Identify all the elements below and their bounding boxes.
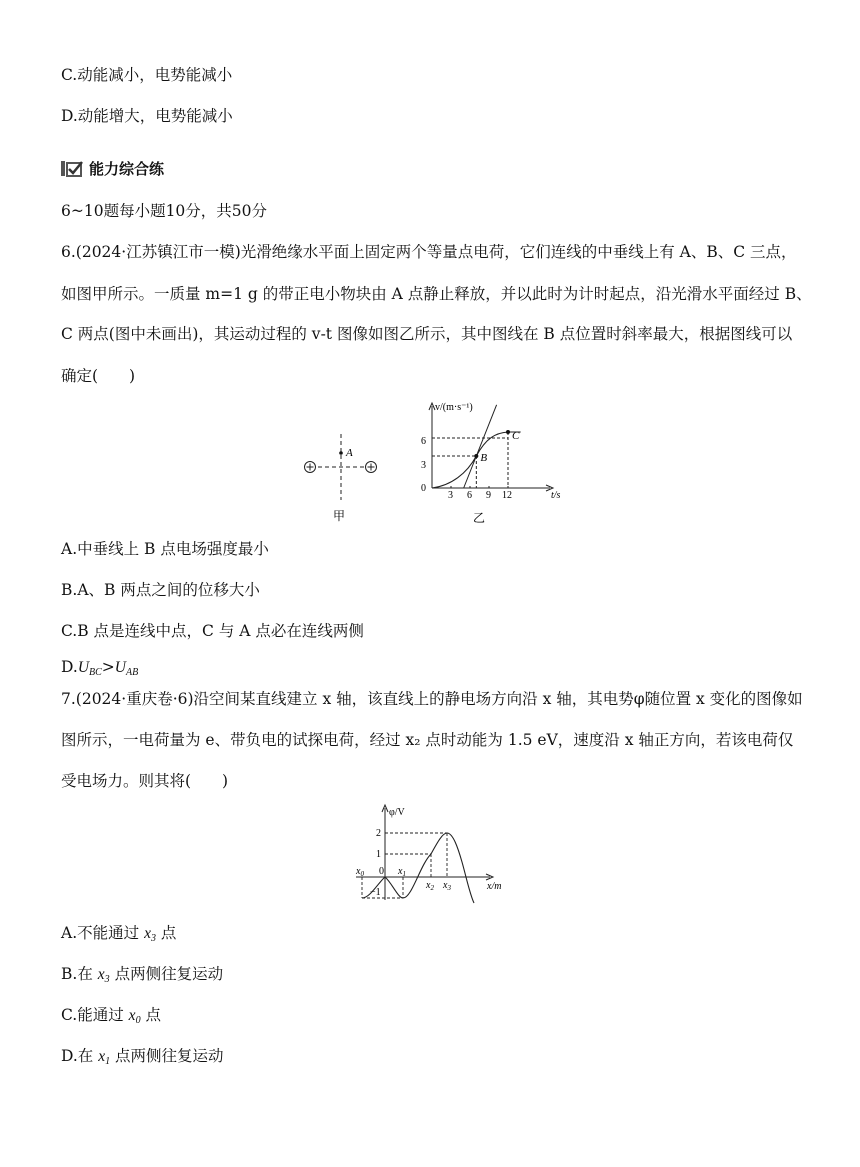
point-b-label: B xyxy=(480,452,488,464)
checkmark-icon xyxy=(61,159,83,177)
y-axis-label: v/(m·s⁻¹) xyxy=(435,402,473,413)
phi-axis-label: φ/V xyxy=(389,807,405,818)
q7-option-d: D.在 $x_1$ 点两侧往复运动 xyxy=(61,1047,224,1067)
figure-phi-x-graph xyxy=(350,800,520,905)
q6-option-a: A.中垂线上 B 点电场强度最小 xyxy=(61,540,269,558)
figure-jia-caption: 甲 xyxy=(333,509,346,523)
q6-line-2: 如图甲所示。一质量 m=1 g 的带正电小物块由 A 点静止释放，并以此时为计时起点，沿光滑水平面经过 B、 xyxy=(61,285,812,303)
x-tick-label: 6 xyxy=(467,490,472,501)
score-line: 6~10题每小题10分，共50分 xyxy=(61,202,268,220)
point-a-label: A xyxy=(346,447,353,459)
x-axis-label: t/s xyxy=(551,490,561,501)
y-tick-label: 6 xyxy=(421,436,426,447)
x0-label: $x_0$ xyxy=(356,866,364,878)
vt-curve xyxy=(432,432,521,488)
q6-line-4: 确定( ) xyxy=(61,367,136,385)
option-c-prev: C.动能减小，电势能减小 xyxy=(61,66,233,84)
q7-line-3: 受电场力。则其将( ) xyxy=(61,772,229,790)
x2-label: $x_2$ xyxy=(426,880,434,892)
q6-option-b: B.A、B 两点之间的位移大小 xyxy=(61,581,260,599)
x-axis-label: x/m xyxy=(487,881,502,892)
figure-jia xyxy=(298,430,388,525)
point-a xyxy=(339,451,343,455)
origin-label: 0 xyxy=(379,866,384,877)
positive-charge-right xyxy=(366,462,377,473)
phi-tick-2: 2 xyxy=(376,828,381,839)
q6-option-d: $D.U_{BC}>U_{AB}$ xyxy=(61,658,139,678)
q7-option-a: A.不能通过 $x_3$ 点 xyxy=(61,924,177,944)
x3-label: $x_3$ xyxy=(443,880,451,892)
point-c-label: C xyxy=(512,430,520,442)
phi-tick-minus-1: −1 xyxy=(370,887,381,898)
y-tick-label: 3 xyxy=(421,460,426,471)
q6-line-3: C 两点(图中未画出)，其运动过程的 v-t 图像如图乙所示，其中图线在 B 点位置时斜率最大，根据图线可以 xyxy=(61,325,793,343)
section-title: 能力综合练 xyxy=(89,159,165,178)
x-tick-label: 9 xyxy=(486,490,491,501)
q7-line-2: 图所示，一电荷量为 e、带负电的试探电荷，经过 x₂ 点时动能为 1.5 eV，速度沿 x 轴正方向，若该电荷仅 xyxy=(61,731,794,749)
x1-label: $x_1$ xyxy=(398,866,406,878)
x-tick-label: 3 xyxy=(448,490,453,501)
q7-option-c: C.能通过 $x_0$ 点 xyxy=(61,1006,161,1026)
point-b xyxy=(474,454,478,458)
section-header xyxy=(61,156,164,180)
x-tick-label: 12 xyxy=(502,490,512,501)
q6-line-1: 6.(2024·江苏镇江市一模)光滑绝缘水平面上固定两个等量点电荷，它们连线的中垂线上有 A、B、C 三点， xyxy=(61,243,797,261)
phi-tick-1: 1 xyxy=(376,849,381,860)
q6-option-c: C.B 点是连线中点，C 与 A 点必在连线两侧 xyxy=(61,622,364,640)
positive-charge-left xyxy=(305,462,316,473)
figure-yi-vt-graph xyxy=(415,396,575,528)
q7-option-b: B.在 $x_3$ 点两侧往复运动 xyxy=(61,965,224,985)
figure-yi-caption: 乙 xyxy=(473,511,486,525)
q7-line-1: 7.(2024·重庆卷·6)沿空间某直线建立 x 轴，该直线上的静电场方向沿 x 轴，其电势φ随位置 x 变化的图像如 xyxy=(61,690,803,708)
point-c xyxy=(506,430,510,434)
option-d-prev: D.动能增大，电势能减小 xyxy=(61,107,233,125)
tangent-line xyxy=(464,405,497,488)
origin-label: 0 xyxy=(421,483,426,494)
